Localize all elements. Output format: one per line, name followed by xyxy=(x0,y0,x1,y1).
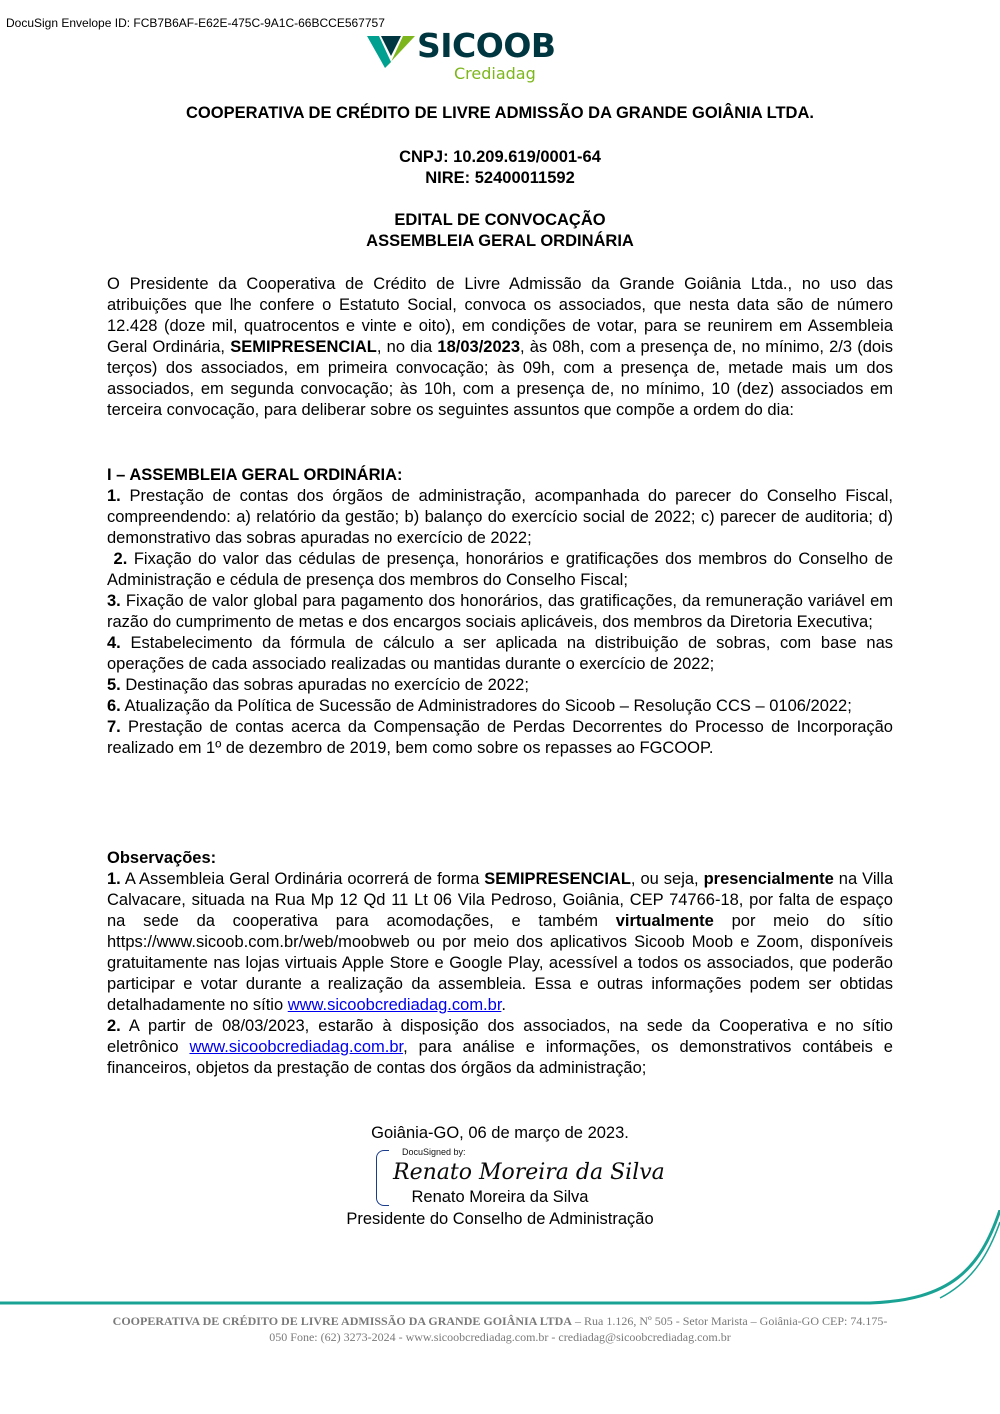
nire: NIRE: 52400011592 xyxy=(425,169,575,187)
agenda-item: 3. Fixação de valor global para pagamento dos honorários, das gratificações, da remuneração variável em razão do cumprimento de metas e dos encargos sociais aplicáveis, dos membros da Diretoria Executiva; xyxy=(107,592,893,631)
cnpj: CNPJ: 10.209.619/0001-64 xyxy=(399,148,601,166)
observation-item: 2. A partir de 08/03/2023, estarão à disposição dos associados, na sede da Cooperativa e no sítio eletrônico www.sicoobcrediadag.com.br, para análise e informações, os demonstrativos contábeis e financeiros, objetos da prestação de contas dos órgãos da administração; xyxy=(107,1017,893,1077)
agenda-section xyxy=(107,465,893,759)
handwritten-signature: Renato Moreira da Silva xyxy=(393,1160,665,1185)
website-link[interactable]: www.sicoobcrediadag.com.br xyxy=(287,996,502,1014)
website-link[interactable]: www.sicoobcrediadag.com.br xyxy=(189,1038,404,1056)
agenda-heading: I – ASSEMBLEIA GERAL ORDINÁRIA: xyxy=(107,466,403,484)
docusign-envelope-id: DocuSign Envelope ID: FCB7B6AF-E62E-475C-9A1C-66BCCE567757 xyxy=(6,16,385,30)
sicoob-logo xyxy=(365,26,556,83)
intro-paragraph: O Presidente da Cooperativa de Crédito de Livre Admissão da Grande Goiânia Ltda., no uso das atribuições que lhe confere o Estatuto Social, convoca os associados, que nesta data são de número 12.428 (doze mil, quatrocentos e vinte e oito), em condições de votar, para se reunirem em Assembleia Geral Ordinária, SEMIPRESENCIAL, no dia 18/03/2023, às 08h, com a presença de, no mínimo, 2/3 (dois terços) dos associados, em primeira convocação; às 09h, com a presença de, metade mais um dos associados, em segunda convocação; às 10h, com a presença de, no mínimo, 10 (dez) associados em terceira convocação, para deliberar sobre os seguintes assuntos que compõe a ordem do dia: xyxy=(107,275,893,419)
agenda-item: 5. Destinação das sobras apuradas no exercício de 2022; xyxy=(107,676,529,694)
sicoob-logo-icon xyxy=(365,32,417,72)
signer-role: Presidente do Conselho de Administração xyxy=(346,1210,654,1228)
observations-section xyxy=(107,848,893,1079)
logo-subtitle: Crediadag xyxy=(454,64,536,83)
agenda-item: 2. Fixação do valor das cédulas de presença, honorários e gratificações dos membros do Conselho de Administração e cédula de presença dos membros do Conselho Fiscal; xyxy=(107,550,893,589)
agenda-item: 4. Estabelecimento da fórmula de cálculo a ser aplicada na distribuição de sobras, com base nas operações de cada associado realizadas ou mantidas durante o exercício de 2022; xyxy=(107,634,893,673)
agenda-item: 7. Prestação de contas acerca da Compensação de Perdas Decorrentes do Processo de Incorporação realizado em 1º de dezembro de 2019, bem como sobre os repasses ao FGCOOP. xyxy=(107,718,893,757)
signer-name: Renato Moreira da Silva xyxy=(411,1188,589,1206)
logo-wordmark: SICOOB xyxy=(417,26,556,65)
document-subtitle: ASSEMBLEIA GERAL ORDINÁRIA xyxy=(366,232,634,250)
observations-heading: Observações: xyxy=(107,849,217,867)
footer-address: COOPERATIVA DE CRÉDITO DE LIVRE ADMISSÃO DA GRANDE GOIÂNIA LTDA – Rua 1.126, Nº 505 - Setor Marista – Goiânia-GO CEP: 74.175-050 Fone: (62) 3273-2024 - www.sicoobcrediadag.com.br - crediadag@sicoobcrediadag.com.br xyxy=(112,1314,888,1344)
agenda-item: 6. Atualização da Política de Sucessão de Administradores do Sicoob – Resolução CCS – 0106/2022; xyxy=(107,697,852,715)
footer-decorative-curve xyxy=(0,1210,1000,1310)
agenda-item: 1. Prestação de contas dos órgãos de administração, acompanhada do parecer do Conselho Fiscal, compreendendo: a) relatório da gestão; b) balanço do exercício social de 2022; c) parecer de auditoria; d) demonstrativo das sobras apuradas no exercício de 2022; xyxy=(107,487,893,547)
docusigned-label: DocuSigned by: xyxy=(402,1147,466,1157)
observation-item: 1. A Assembleia Geral Ordinária ocorrerá de forma SEMIPRESENCIAL, ou seja, presencialmente na Villa Calvacare, situada na Rua Mp 12 Qd 11 Lt 06 Vila Pedroso, Goiânia, CEP 74766-18, por falta de espaço na sede da cooperativa para acomodações, e também virtualmente por meio do sítio https://www.sicoob.com.br/web/moobweb ou por meio dos aplicativos Sicoob Moob e Zoom, disponíveis gratuitamente nas lojas virtuais Apple Store e Google Play, acessível a todos os associados, que poderão participar e votar durante a realização da assembleia. Essa e outras informações podem ser obtidas detalhadamente no sítio www.sicoobcrediadag.com.br. xyxy=(107,870,893,1014)
cooperative-name: COOPERATIVA DE CRÉDITO DE LIVRE ADMISSÃO DA GRANDE GOIÂNIA LTDA. xyxy=(186,104,814,122)
document-title: EDITAL DE CONVOCAÇÃO xyxy=(394,211,606,229)
place-date: Goiânia-GO, 06 de março de 2023. xyxy=(371,1124,629,1142)
